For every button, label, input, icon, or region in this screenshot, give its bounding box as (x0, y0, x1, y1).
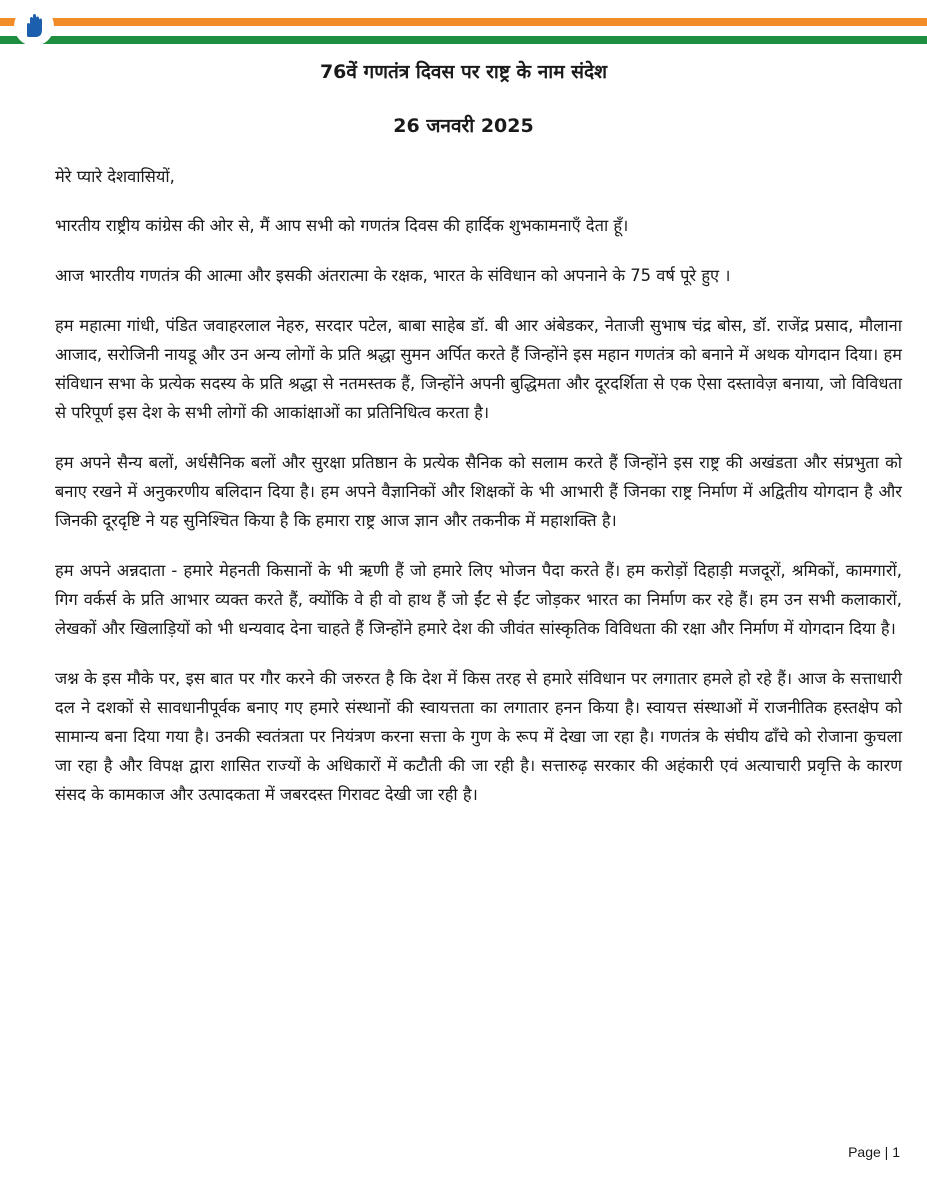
document-title: 76वें गणतंत्र दिवस पर राष्ट्र के नाम संदेश (319, 61, 608, 83)
paragraph: भारतीय राष्ट्रीय कांग्रेस की ओर से, मैं आप सभी को गणतंत्र दिवस की हार्दिक शुभकामनाएँ देता हूँ। (55, 216, 629, 235)
page-number: Page | 1 (848, 1144, 900, 1160)
letter-body (55, 162, 902, 830)
paragraph: हम अपने सैन्य बलों, अर्धसैनिक बलों और सुरक्षा प्रतिष्ठान के प्रत्येक सैनिक को सलाम करते हैं जिन्होंने इस राष्ट्र की अखंडता और संप्रभुता को बनाए रखने में अनुकरणीय बलिदान दिया है। हम अपने वैज्ञानिकों और शिक्षकों के भी आभारी हैं जिनका राष्ट्र निर्माण में अद्वितीय योगदान है और जिनकी दूरदृष्टि ने यह सुनिश्चित किया है कि हमारा राष्ट्र आज ज्ञान और तकनीक में महाशक्ति है। (55, 453, 902, 530)
document-date: 26 जनवरी 2025 (393, 115, 534, 137)
white-stripe (0, 26, 927, 36)
congress-hand-logo-icon (14, 6, 54, 46)
paragraph: जश्न के इस मौके पर, इस बात पर गौर करने की जरुरत है कि देश में किस तरह से हमारे संविधान पर लगातार हमले हो रहे हैं। आज के सत्ताधारी दल ने दशकों से सावधानीपूर्वक बनाए गए हमारे संस्थानों की स्वायत्तता का लगातार हनन किया है। स्वायत्त संस्थाओं में राजनीतिक हस्तक्षेप को सामान्य बना दिया गया है। उनकी स्वतंत्रता पर नियंत्रण करना सत्ता के गुण के रूप में देखा जा रहा है। गणतंत्र के संघीय ढाँचे को रोजाना कुचला जा रहा है और विपक्ष द्वारा शासित राज्यों के अधिकारों में कटौती की जा रही है। सत्तारुढ़ सरकार की अहंकारी एवं अत्याचारी प्रवृत्ति के कारण संसद के कामकाज और उत्पादकता में जबरदस्त गिरावट देखी जा रही है। (55, 669, 902, 804)
green-stripe (0, 36, 927, 44)
salutation: मेरे प्यारे देशवासियों, (55, 167, 175, 186)
paragraph: हम महात्मा गांधी, पंडित जवाहरलाल नेहरु, सरदार पटेल, बाबा साहेब डॉ. बी आर अंबेडकर, नेताजी सुभाष चंद्र बोस, डॉ. राजेंद्र प्रसाद, मौलाना आजाद, सरोजिनी नायडू और उन अन्य लोगों के प्रति श्रद्धा सुमन अर्पित करते हैं जिन्होंने इस महान गणतंत्र को बनाने में अथक योगदान दिया। हम संविधान सभा के प्रत्येक सदस्य के प्रति श्रद्धा से नतमस्तक हैं, जिन्होंने अपनी बुद्धिमता और दूरदर्शिता से एक ऐसा दस्तावेज़ बनाया, जो विविधता से परिपूर्ण इस देश के सभी लोगों की आकांक्षाओं का प्रतिनिधित्व करता है। (55, 316, 902, 422)
paragraph: हम अपने अन्नदाता - हमारे मेहनती किसानों के भी ऋणी हैं जो हमारे लिए भोजन पैदा करते हैं। हम करोड़ों दिहाड़ी मजदूरों, श्रमिकों, कामगारों, गिग वर्कर्स के प्रति आभार व्यक्त करते हैं, क्योंकि वे ही वो हाथ हैं जो ईंट से ईंट जोड़कर भारत का निर्माण कर रहे हैं। हम उन सभी कलाकारों, लेखकों और खिलाड़ियों को भी धन्यवाद देना चाहते हैं जिन्होंने हमारे देश की जीवंत सांस्कृतिक विविधता की रक्षा और निर्माण में योगदान दिया है। (55, 561, 902, 638)
saffron-stripe (0, 18, 927, 26)
header-tricolor-band (0, 0, 927, 48)
paragraph: आज भारतीय गणतंत्र की आत्मा और इसकी अंतरात्मा के रक्षक, भारत के संविधान को अपनाने के 75 वर्ष पूरे हुए । (55, 266, 731, 285)
